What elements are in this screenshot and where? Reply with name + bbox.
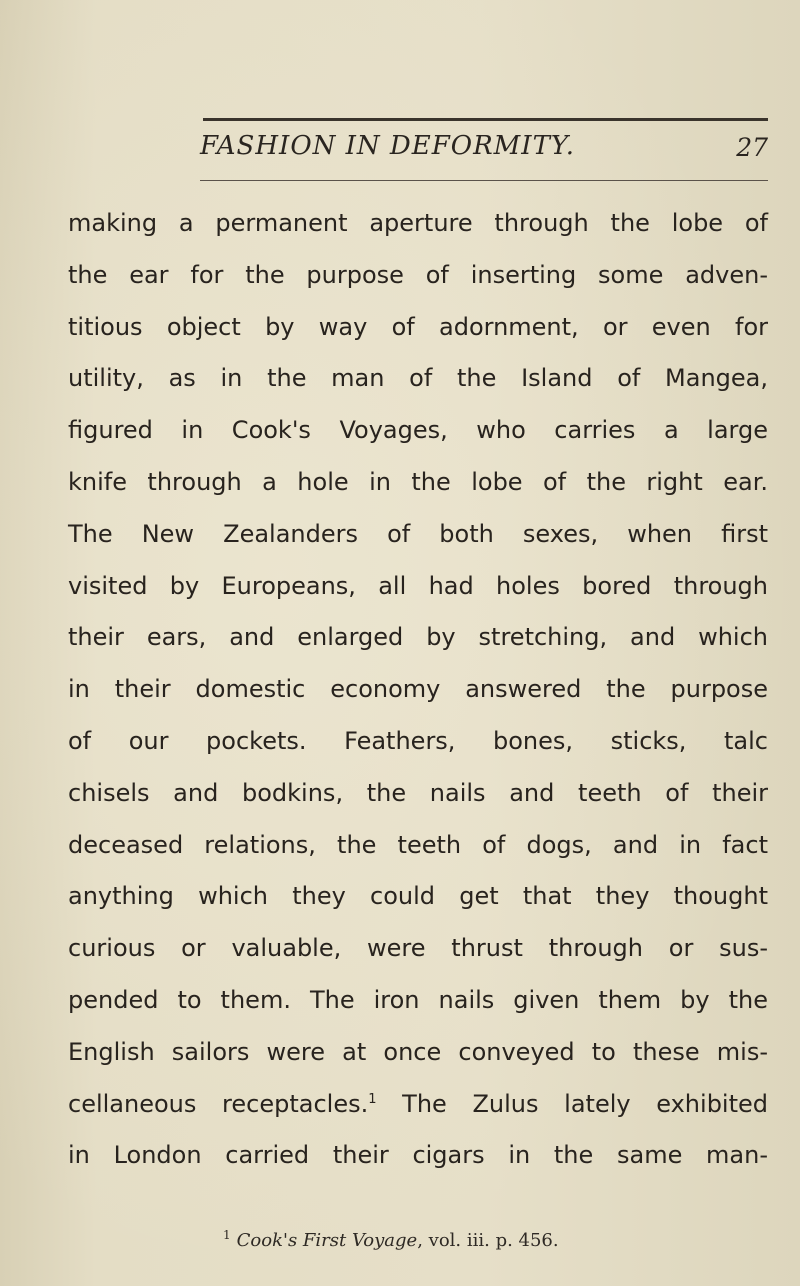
text-segment: cellaneous receptacles. (68, 1089, 369, 1118)
footnote-mark: 1 (223, 1228, 231, 1242)
footnote (223, 1228, 559, 1251)
page-number: 27 (736, 133, 768, 162)
header-rule-top (203, 118, 768, 121)
running-title: FASHION IN DEFORMITY. (200, 131, 575, 161)
footnote-title: Cook's First Voyage (236, 1230, 418, 1251)
text-line: curious or valuable, were thrust through or sus- (68, 934, 768, 963)
text-line: English sailors were at once conveyed to these mis- (68, 1037, 768, 1066)
text-segment: The Zulus lately exhibited (376, 1089, 769, 1118)
text-line-with-footnote-ref (68, 1079, 768, 1131)
footnote-reference[interactable]: 1 (368, 1091, 377, 1107)
running-head (200, 131, 770, 171)
text-line: their ears, and enlarged by stretching, and which (68, 623, 768, 652)
text-line: deceased relations, the teeth of dogs, and in fact (68, 830, 768, 859)
text-line: anything which they could get that they thought (68, 882, 768, 911)
text-line: titious object by way of adornment, or even for (68, 312, 768, 341)
text-line: in their domestic economy answered the purpose (68, 675, 768, 704)
text-line: the ear for the purpose of inserting some adven- (68, 260, 768, 289)
header-rule-bottom (200, 180, 768, 181)
text-line: of our pockets. Feathers, bones, sticks, talc (68, 726, 768, 755)
text-line: knife through a hole in the lobe of the right ear. (68, 467, 768, 496)
text-line: utility, as in the man of the Island of Mangea, (68, 364, 768, 393)
text-line: making a permanent aperture through the lobe of (68, 209, 768, 237)
text-line: figured in Cook's Voyages, who carries a large (68, 416, 768, 445)
text-line: in London carried their cigars in the same man- (68, 1141, 768, 1170)
text-line: chisels and bodkins, the nails and teeth of their (68, 778, 768, 807)
text-line: The New Zealanders of both sexes, when first (68, 519, 768, 548)
body-text (68, 198, 768, 1182)
footnote-citation: , vol. iii. p. 456. (417, 1230, 559, 1251)
text-line: pended to them. The iron nails given them by the (68, 985, 768, 1014)
text-line: visited by Europeans, all had holes bored through (68, 571, 768, 600)
